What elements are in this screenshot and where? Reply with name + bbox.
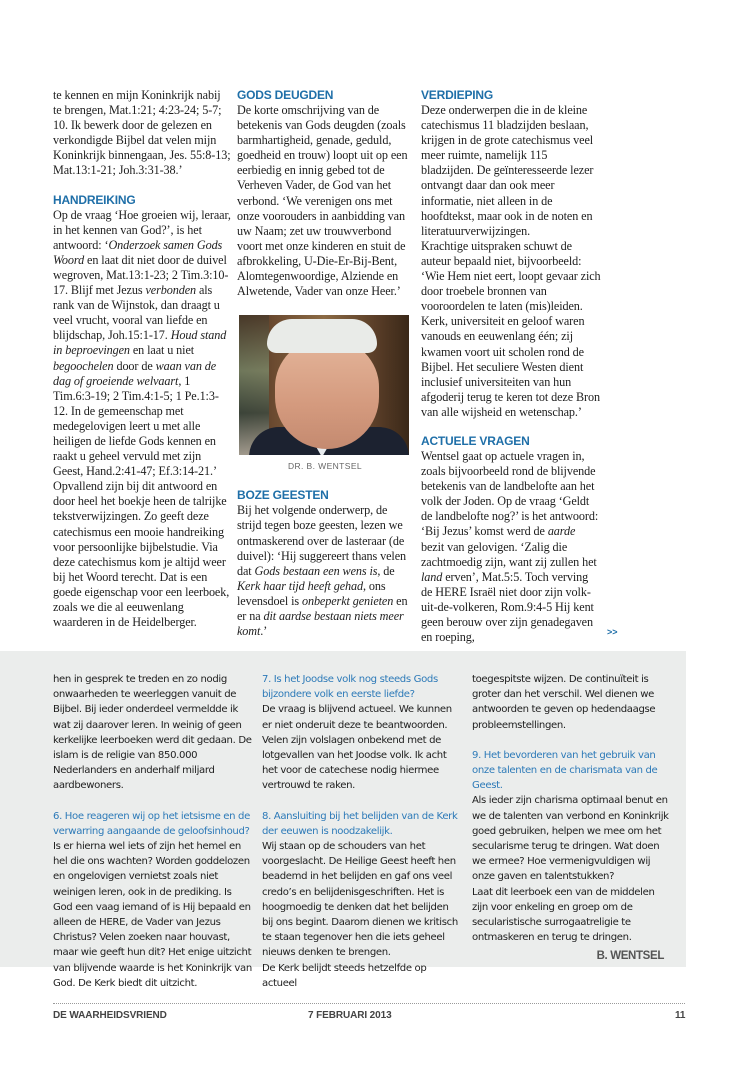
box-column-3 [472,672,672,965]
question-6: 6. Hoe reageren wij op het ietsisme en de verwarring aangaande de geloofsinhoud? [53,810,250,837]
photo-caption: DR. B. WENTSEL [287,461,363,472]
answer-9-continued: Laat dit leerboek een van de middelen zijn voor enkeling en groep om de secularistische surrogaatreligie te ontmaskeren en terug te dringen. [472,886,655,944]
continue-arrow-icon: >> [607,627,618,637]
question-9: 9. Het bevorderen van het gebruik van onze talenten en de charismata van de Geest. [472,749,658,792]
handreiking-heading: HANDREIKING [53,192,136,207]
box-column-2 [262,672,462,991]
box-column-1 [53,672,253,991]
question-8: 8. Aansluiting bij het belijden van de Kerk der eeuwen is noodzakelijk. [262,810,458,837]
box-paragraph: hen in gesprek te treden en zo nodig onwaarheden te weerleggen vanuit de Bijbel. Bij ieder onderdeel vermeldde ik wat zij daarover leren. In weinig of geen kerkelijke leerboeken werd dit gedaan. De islam is de religie van 850.000 Nederlanders en anderhalf miljard aardbewoners. [53,674,252,792]
actuele-vragen-heading: ACTUELE VRAGEN [421,433,530,448]
hair-shape [267,319,377,353]
publication-name: DE WAARHEIDSVRIEND [53,1010,167,1021]
actuele-vragen-paragraph: Wentsel gaat op actuele vragen in, zoals bijvoorbeeld rond de blijvende betekenis van de landbelofte aan het volk der Joden. Op de vraag ‘Geldt de landbelofte nog?’ is het antwoord: ‘Bij Jezus’ komst werd de aarde bezit van gelovigen. ‘Zalig die zachtmoedig zijn, want zij zullen het land erven’, Mat.5:5. Toch verving de HERE Israël niet door zijn volk-uit-de-volkeren, Rom.9:4-5 Hij kent geen berouw over zijn genadegaven en roeping, [421,448,599,645]
article-column-3 [421,88,601,645]
intro-paragraph: te kennen en mijn Koninkrijk nabij te brengen, Mat.1:21; 4:23-24; 5-7; 10. Ik bewerk door de gelezen en verkondigde Bijbel dat velen mijn Koninkrijk binnengaan, Jes. 55:8-13; Mat.13:1-21; Joh.3:31-38.’ [53,88,231,178]
gods-deugden-paragraph: De korte omschrijving van de betekenis van Gods deugden (zoals barmhartigheid, genade, geduld, goedheid en trouw) loopt uit op een eerbiedig en innig gebed tot de Verheven Vader, de God van het verbond. ‘We verenigen ons met onze voorouders in aanbidding van uw Naam; zet uw trouwverbond voort met onze kinderen en stuit de afbrokkeling, U-Die-Er-Bij-Bent, Alomtegenwoordige, Alziende en Alwetende, Vader van onze Heer.’ [237,103,408,299]
box-paragraph-continued: toegespitste wijzen. De continuïteit is groter dan het verschil. Wel dienen we antwoorden te geven op hedendaagse probleemstellingen. [472,674,656,731]
answer-7: De vraag is blijvend actueel. We kunnen er niet onderuit deze te beantwoorden. Velen zijn volslagen onbekend met de lotgevallen van het Joodse volk. Ik acht het voor de catechese nodig hiermee vertrouwd te raken. [262,704,452,792]
answer-9: Als ieder zijn charisma optimaal benut en we de talenten van verbond en Koninkrijk goed gebruiken, helpen we mee om het secularisme terug te dringen. Wat doen we ermee? Hoe vermenigvuldigen wij onze gaven en talentstukken? [472,795,669,883]
gods-deugden-heading: GODS DEUGDEN [237,88,334,102]
boze-geesten-paragraph: Bij het volgende onderwerp, de strijd tegen boze geesten, lezen we ontmaskerend over de lasteraar (de duivel): ‘Hij suggereert thans velen dat Gods bestaan een wens is, de Kerk haar tijd heeft gehad, ons levensdoel is onbeperkt genieten en er na dit aardse bestaan niets meer komt.’ [237,503,408,639]
answer-6: Is er hierna wel iets of zijn het hemel en hel die ons wachten? Worden goddelozen en ongelovigen vernietst zoals niet weinigen leren, ook in de prediking. Is God een vaag iemand of is Hij bepaald en alleen de HERE, de Vader van Jezus Christus? Velen zoeken naar houvast, maar wie geeft hun dit? Het enige uitzicht van blijvende waarde is het Koninkrijk van God. De Kerk biedt dit uitzicht. [53,841,252,989]
issue-date: 7 FEBRUARI 2013 [308,1010,392,1021]
question-7: 7. Is het Joodse volk nog steeds Gods bijzondere volk en eerste liefde? [262,674,438,701]
page-number: 11 [675,1010,686,1021]
handreiking-paragraph: Op de vraag ‘Hoe groeien wij, leraar, in het kennen van God?’, is het antwoord: ‘Onderzoek samen Gods Woord en laat dit niet door de duivel wegroven, Mat.13:1-23; 2 Tim.3:10-17. Blijf met Jezus verbonden als rank van de Wijnstok, dan draagt u veel vrucht, vooral van liefde en blijdschap, Joh.15:1-17. Houd stand in beproevingen en laat u niet begoochelen door de waan van de dag of groeiende welvaart, 1 Tim.6:3-19; 2 Tim.4:1-5; 1 Pe.1:3-12. In de gemeenschap met medegelovigen leert u met alle heiligen de liefde Gods kennen en raakt u geheel vervuld met zijn Geest, Hand.2:41-47; Ef.3:14-21.’ [53,207,231,479]
boze-geesten-heading: BOZE GEESTEN [237,488,329,503]
article-column-2 [237,88,413,639]
author-signature: B. WENTSEL [596,950,664,963]
footer-divider [53,1003,685,1004]
article-column-1 [53,88,231,630]
author-photo [239,315,409,455]
handreiking-paragraph-2: Opvallend zijn bij dit antwoord en door heel het boekje heen de talrijke tekstverwijzingen. Zo geeft deze catechismus een mooie handreiking voor persoonlijke bijbelstudie. Via deze catechismus kom je altijd weer bij het Woord terecht. Dat is een goede eigenschap voor een leerboek, zoals we die al eeuwenlang waarderen in de Heidelberger. [53,479,230,630]
verdieping-paragraph-1: Deze onderwerpen die in de kleine catechismus 11 bladzijden beslaan, krijgen in de grote catechismus veel meer ruimte, namelijk 115 bladzijden. De geïnteresseerde lezer ontvangt daar dan ook meer informatie, niet alleen in de hoofdtekst, maar ook in de noten en literatuurverwijzingen. [421,103,594,238]
answer-8: Wij staan op de schouders van het voorgeslacht. De Heilige Geest heeft hen beademd in het belijden en gaf ons veel credo’s en belijdenisgeschriften. Het is hoogmoedig te denken dat het belijden bij ons begint. Daarom dienen we kritisch te staan tegenover hen die iets geheel nieuws denken te brengen. [262,841,458,959]
face-shape [275,339,379,449]
answer-8-continued: De Kerk belijdt steeds hetzelfde op actueel [262,962,427,989]
verdieping-paragraph-2: Krachtige uitspraken schuwt de auteur bepaald niet, bijvoorbeeld: ‘Wie Hem niet eert, loopt gevaar zich door troebele bronnen van vooroordelen te laten (mis)leiden. Kerk, universiteit en geloof waren vanouds en eeuwenlang één; zij kwamen voort uit scholen rond de Bijbel. Het seculiere Westen dient inclusief universiteiten van hun afgoderij terug te keren tot deze Bron van alle wijsheid en wetenschap.’ [421,238,601,419]
verdieping-heading: VERDIEPING [421,88,494,102]
